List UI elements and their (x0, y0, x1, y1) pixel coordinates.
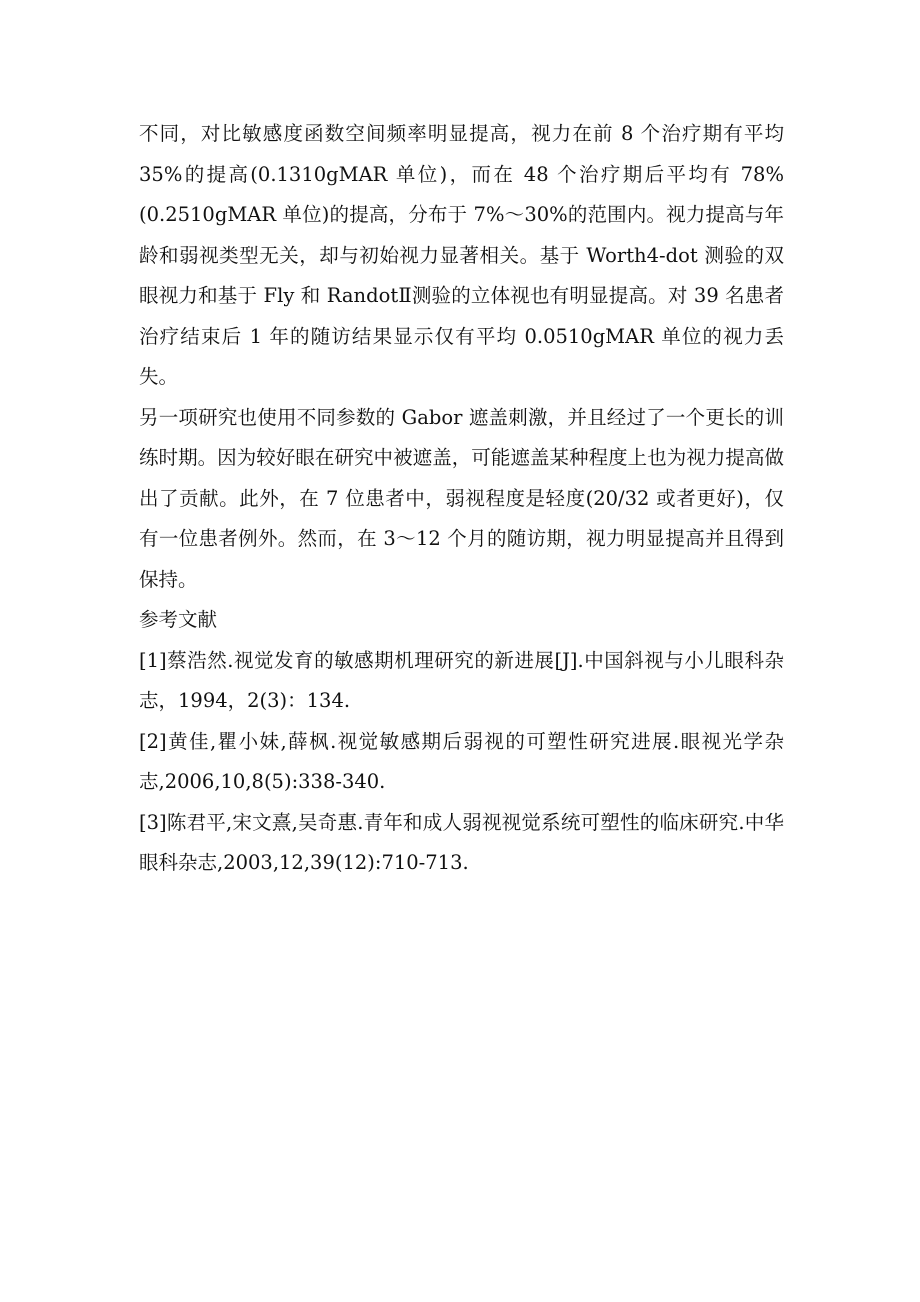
references-heading: 参考文献 (139, 608, 218, 631)
body-paragraph-2: 另一项研究也使用不同参数的 Gabor 遮盖刺激，并且经过了一个更长的训练时期。因为较好眼在研究中被遮盖，可能遮盖某种程度上也为视力提高做出了贡献。此外，在 7 位患者中，弱视程度是轻度(20/32 或者更好)，仅有一位患者例外。然而，在 3～12 个月的随访期，视力明显提高并且得到保持。 (139, 405, 784, 591)
document-body (139, 114, 784, 884)
reference-item-3: [3]陈君平,宋文熹,吴奇惠.青年和成人弱视视觉系统可塑性的临床研究.中华眼科杂志,2003,12,39(12):710-713. (139, 810, 784, 874)
reference-item-1: [1]蔡浩然.视觉发育的敏感期机理研究的新进展[J].中国斜视与小儿眼科杂志，1994，2(3)：134. (139, 648, 784, 712)
body-paragraph-1: 不同，对比敏感度函数空间频率明显提高，视力在前 8 个治疗期有平均 35%的提高(0.1310gMAR 单位)，而在 48 个治疗期后平均有 78%(0.2510gMAR 单位)的提高，分布于 7%～30%的范围内。视力提高与年龄和弱视类型无关，却与初始视力显著相关。基于 Worth4-dot 测验的双眼视力和基于 Fly 和 RandotⅡ测验的立体视也有明显提高。对 39 名患者治疗结束后 1 年的随访结果显示仅有平均 0.0510gMAR 单位的视力丢失。 (139, 122, 784, 388)
reference-item-2: [2]黄佳,瞿小妹,薛枫.视觉敏感期后弱视的可塑性研究进展.眼视光学杂志,2006,10,8(5):338-340. (139, 729, 784, 793)
